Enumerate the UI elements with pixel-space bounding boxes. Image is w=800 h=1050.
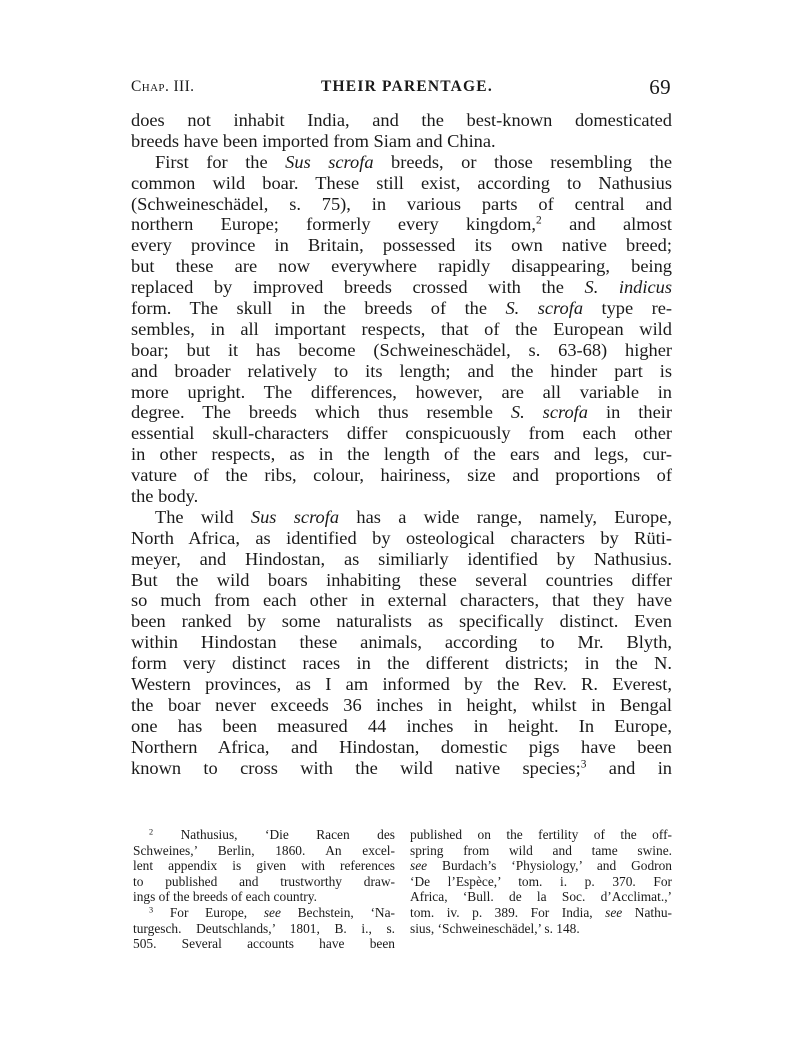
footnote-line [410, 921, 672, 937]
text-run: ‘De l’Espèce,’ tom. i. p. 370. For [410, 873, 672, 889]
text-run: published on the fertility of the off- [410, 827, 672, 842]
text-run: meyer, and Hindostan, as similiarly identified by Nathusius. [131, 548, 672, 569]
footnote-line [410, 889, 672, 905]
text-run: the body. [131, 486, 199, 507]
footnote-line [410, 905, 672, 921]
text-run: and in [586, 757, 673, 778]
text-line [131, 632, 672, 653]
text-run: but these are now everywhere rapidly disappearing, being [131, 256, 672, 277]
text-line [131, 486, 672, 507]
text-line [131, 152, 672, 173]
text-line [131, 298, 672, 319]
text-run: the boar never exceeds 36 inches in height, whilst in Bengal [131, 694, 672, 715]
text-run: known to cross with the wild native species; [131, 757, 581, 778]
text-line [131, 277, 672, 298]
text-run: turgesch. Deutschlands,’ 1801, B. i., s. [133, 920, 395, 936]
footnote-line [133, 905, 395, 921]
text-run: replaced by improved breeds crossed with the [131, 277, 585, 298]
text-line [131, 110, 672, 131]
text-run: type re- [583, 298, 672, 319]
text-run: boar; but it has become (Schweineschädel, s. 63-68) higher [131, 339, 672, 360]
text-run: Africa, ‘Bull. de la Soc. d’Acclimat.,’ [410, 889, 672, 905]
text-line [131, 570, 672, 591]
text-run: ings of the breeds of each country. [133, 889, 317, 905]
running-title: THEIR PARENTAGE. [321, 78, 493, 95]
footnote-line [133, 843, 395, 859]
text-line [131, 758, 672, 779]
footnote-line [133, 889, 395, 905]
text-run: northern Europe; formerly every kingdom, [131, 214, 537, 235]
text-line [131, 653, 672, 674]
text-line [131, 507, 672, 528]
text-run: Northern Africa, and Hindostan, domestic pigs have been [131, 736, 672, 757]
text-line [131, 590, 672, 611]
text-run: more upright. The differences, however, are all variable in [131, 381, 672, 402]
footnote-marker: 3 [580, 758, 587, 771]
text-run: For Europe, [153, 904, 264, 920]
text-run: breeds have been imported from Siam and China. [131, 130, 496, 151]
italic-text: see [263, 904, 281, 920]
text-run: breeds, or those resembling the [373, 151, 672, 172]
text-line [131, 382, 672, 403]
footnote-line [133, 921, 395, 937]
text-run: Nathusius, ‘Die Racen des [153, 827, 395, 842]
text-run: (Schweineschädel, s. 75), in various parts of central and [131, 193, 672, 214]
text-run: North Africa, as identified by osteological characters by Rüti- [131, 527, 672, 548]
text-line [131, 716, 672, 737]
italic-text: S. indicus [584, 277, 672, 298]
footnote-marker: 2 [536, 215, 542, 228]
text-line [131, 611, 672, 632]
text-run: essential skull-characters differ conspicuously from each other [131, 423, 672, 444]
text-run: and broader relatively to its length; and the hinder part is [131, 360, 672, 381]
text-run: The wild [155, 506, 251, 527]
text-run: to published and trustworthy draw- [133, 873, 395, 889]
text-run: Bechstein, ‘Na- [280, 904, 395, 920]
text-run: has a wide range, namely, Europe, [339, 506, 672, 527]
text-run: so much from each other in external characters, that they have [131, 590, 672, 611]
text-run: 505. Several accounts have been [133, 936, 395, 952]
text-line [131, 235, 672, 256]
text-run: does not inhabit India, and the best-known domesticated [131, 110, 672, 130]
footnotes-left-column [133, 827, 395, 952]
text-line [131, 131, 672, 152]
text-line [131, 194, 672, 215]
page-number: 69 [649, 75, 671, 99]
text-run: lent appendix is given with references [133, 858, 395, 874]
text-line [131, 423, 672, 444]
text-line [131, 214, 672, 235]
text-run: in other respects, as in the length of the ears and legs, cur- [131, 444, 672, 465]
footnote-line [410, 843, 672, 859]
footnote-line [410, 858, 672, 874]
text-line [131, 465, 672, 486]
text-line [131, 528, 672, 549]
text-line [131, 361, 672, 382]
text-run: tom. iv. p. 389. For India, [410, 904, 606, 920]
text-line [131, 549, 672, 570]
running-header [131, 75, 671, 104]
footnote-marker: 3 [149, 905, 154, 915]
text-run: one has been measured 44 inches in height. In Europe, [131, 715, 672, 736]
text-run: Nathu- [622, 904, 672, 920]
text-run: spring from wild and tame swine. [410, 842, 672, 858]
chapter-label: Chap. III. [131, 78, 195, 95]
italic-text: Sus scrofa [285, 151, 374, 172]
text-run: form. The skull in the breeds of the [131, 298, 506, 319]
text-line [131, 256, 672, 277]
text-run: and almost [541, 214, 672, 235]
footnote-line [410, 874, 672, 890]
body-text [131, 110, 672, 779]
footnote-line [133, 874, 395, 890]
text-line [131, 695, 672, 716]
footnote-line [133, 858, 395, 874]
footnote-marker: 2 [149, 827, 154, 837]
text-run: vature of the ribs, colour, hairiness, size and proportions of [131, 465, 672, 486]
text-line [131, 737, 672, 758]
text-run: in their [587, 402, 672, 423]
footnote-line [133, 827, 395, 843]
text-run: sius, ‘Schweineschädel,’ s. 148. [410, 920, 580, 936]
footnotes-right-column [410, 827, 672, 936]
text-run: been ranked by some naturalists as specifically distinct. Even [131, 611, 672, 632]
italic-text: see [605, 904, 623, 920]
text-run: every province in Britain, possessed its own native breed; [131, 235, 672, 256]
text-run: But the wild boars inhabiting these several countries differ [131, 569, 672, 590]
text-line [131, 340, 672, 361]
text-line [131, 674, 672, 695]
text-line [131, 444, 672, 465]
text-run: within Hindostan these animals, according to Mr. Blyth, [131, 632, 672, 653]
italic-text: Sus scrofa [250, 506, 340, 527]
text-line [131, 319, 672, 340]
text-run: Burdach’s ‘Physiology,’ and Godron [427, 858, 672, 874]
text-run: sembles, in all important respects, that of the European wild [131, 318, 672, 339]
text-run: Western provinces, as I am informed by the Rev. R. Everest, [131, 674, 672, 695]
italic-text: see [410, 858, 428, 874]
text-run: common wild boar. These still exist, according to Nathusius [131, 172, 672, 193]
text-run: First for the [155, 151, 286, 172]
text-line [131, 173, 672, 194]
text-run: form very distinct races in the different districts; in the N. [131, 653, 672, 674]
italic-text: S. scrofa [505, 298, 584, 319]
footnote-line [410, 827, 672, 843]
italic-text: S. scrofa [510, 402, 588, 423]
footnote-line [133, 936, 395, 952]
text-line [131, 402, 672, 423]
text-run: Schweines,’ Berlin, 1860. An excel- [133, 842, 395, 858]
text-run: degree. The breeds which thus resemble [131, 402, 511, 423]
